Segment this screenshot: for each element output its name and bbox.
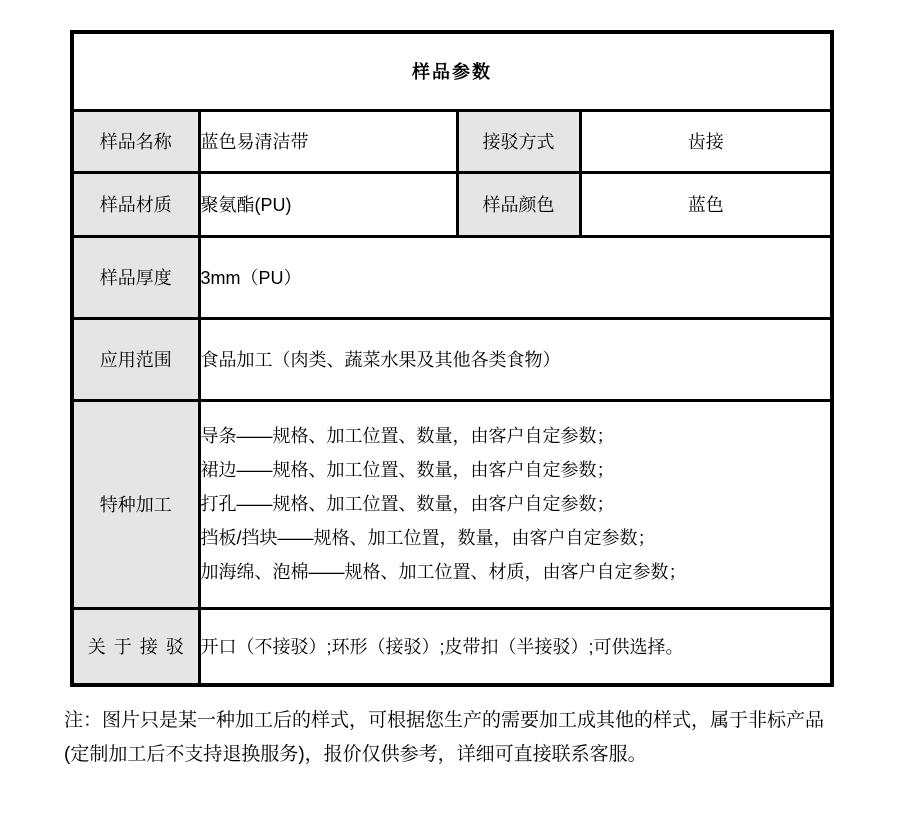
special-processing-line: 裙边——规格、加工位置、数量，由客户自定参数； [200, 460, 615, 480]
table-row [72, 400, 832, 608]
special-processing-label: 特种加工 [72, 400, 199, 608]
table-row [72, 110, 832, 172]
table-row [72, 608, 832, 685]
special-processing-line: 导条——规格、加工位置、数量，由客户自定参数； [200, 426, 615, 446]
sample-material-value: 聚氨酯(PU) [199, 172, 457, 236]
sample-material-label: 样品材质 [72, 172, 199, 236]
special-processing-value [199, 400, 832, 608]
table-row [72, 172, 832, 236]
sample-thickness-label: 样品厚度 [72, 236, 199, 318]
table-title-row [72, 32, 832, 110]
table-row [72, 236, 832, 318]
joint-method-value: 齿接 [580, 110, 832, 172]
page-title: 样品参数 [72, 32, 832, 110]
joint-method-label: 接驳方式 [457, 110, 580, 172]
sample-name-label: 样品名称 [72, 110, 199, 172]
sample-thickness-value: 3mm（PU） [199, 236, 832, 318]
special-processing-line: 挡板/挡块——规格、加工位置，数量，由客户自定参数； [200, 528, 656, 548]
special-processing-line: 加海绵、泡棉——规格、加工位置、材质，由客户自定参数； [200, 562, 687, 582]
special-processing-line: 打孔——规格、加工位置、数量，由客户自定参数； [200, 494, 615, 514]
sample-color-label: 样品颜色 [457, 172, 580, 236]
application-range-label: 应用范围 [72, 318, 199, 400]
application-range-value: 食品加工（肉类、蔬菜水果及其他各类食物） [199, 318, 832, 400]
about-joint-value: 开口（不接驳）;环形（接驳）;皮带扣（半接驳）;可供选择。 [199, 608, 832, 685]
about-joint-label: 关于接驳 [72, 608, 199, 685]
footnote-text: 注：图片只是某一种加工后的样式，可根据您生产的需要加工成其他的样式，属于非标产品(定制加工后不支持退换服务)，报价仅供参考，详细可直接联系客服。 [64, 710, 825, 765]
table-row [72, 318, 832, 400]
sample-name-value: 蓝色易清洁带 [199, 110, 457, 172]
sample-parameters-table [70, 30, 834, 687]
sample-color-value: 蓝色 [580, 172, 832, 236]
